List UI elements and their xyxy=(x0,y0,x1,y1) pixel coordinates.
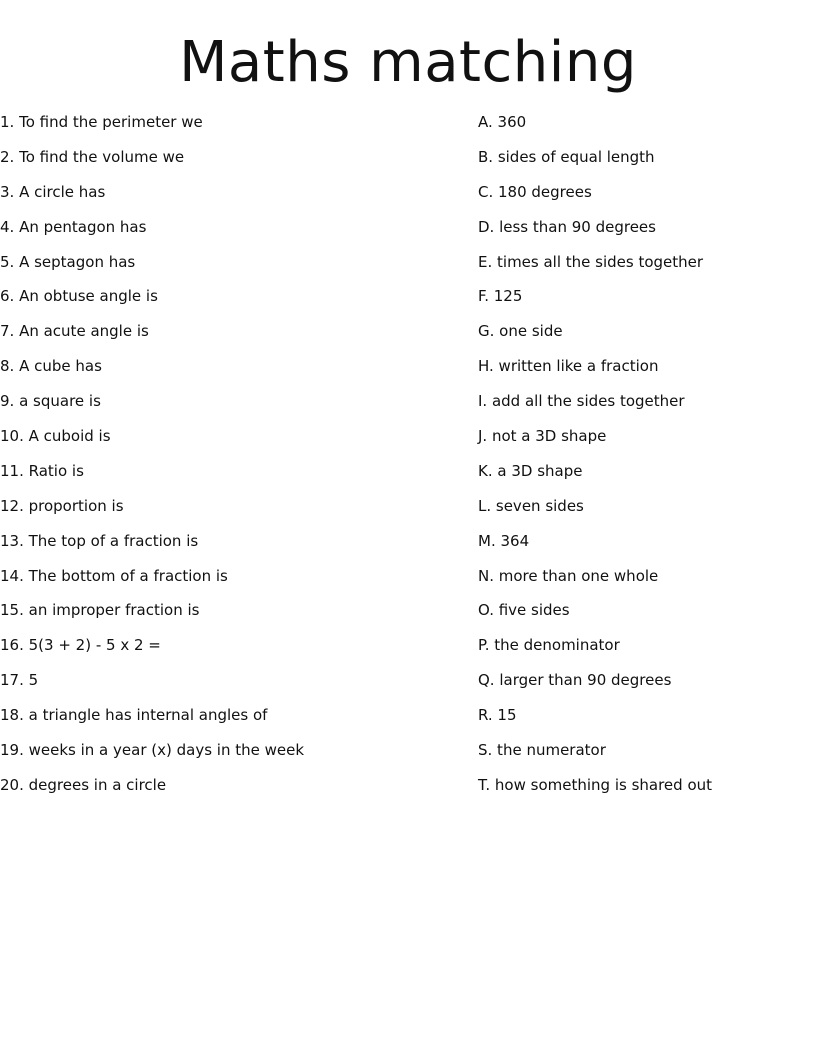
question-item: 13. The top of a fraction is xyxy=(0,531,199,550)
question-item: 15. an improper fraction is xyxy=(0,601,200,620)
question-item: 18. a triangle has internal angles of xyxy=(0,706,268,725)
answer-item: A. 360 xyxy=(478,113,527,131)
answer-item: P. the denominator xyxy=(478,636,620,655)
question-list xyxy=(0,110,470,808)
answer-list xyxy=(478,110,808,808)
answer-item: B. sides of equal length xyxy=(478,147,655,166)
answer-item: D. less than 90 degrees xyxy=(478,217,656,236)
question-item: 3. A circle has xyxy=(0,182,106,201)
question-item: 2. To find the volume we xyxy=(0,147,185,166)
question-item: 1. To find the perimeter we xyxy=(0,113,203,131)
answer-item: M. 364 xyxy=(478,531,530,550)
question-item: 12. proportion is xyxy=(0,496,124,515)
answer-item: O. five sides xyxy=(478,601,570,620)
question-item: 8. A cube has xyxy=(0,357,102,376)
answer-item: E. times all the sides together xyxy=(478,252,704,271)
question-item: 16. 5(3 + 2) - 5 x 2 = xyxy=(0,636,161,655)
question-item: 7. An acute angle is xyxy=(0,322,149,341)
question-item: 17. 5 xyxy=(0,671,39,690)
answer-item: L. seven sides xyxy=(478,496,584,515)
answer-item: C. 180 degrees xyxy=(478,182,592,201)
answer-item: S. the numerator xyxy=(478,741,606,760)
answer-item: G. one side xyxy=(478,322,563,341)
question-item: 6. An obtuse angle is xyxy=(0,287,158,306)
question-item: 20. degrees in a circle xyxy=(0,775,167,794)
question-item: 19. weeks in a year (x) days in the week xyxy=(0,741,305,760)
answer-item: J. not a 3D shape xyxy=(478,427,607,446)
question-item: 5. A septagon has xyxy=(0,252,136,271)
answer-item: T. how something is shared out xyxy=(478,775,713,794)
answer-item: F. 125 xyxy=(478,287,523,306)
answer-item: Q. larger than 90 degrees xyxy=(478,671,672,690)
question-item: 10. A cuboid is xyxy=(0,427,111,446)
question-item: 4. An pentagon has xyxy=(0,217,147,236)
question-item: 9. a square is xyxy=(0,392,101,411)
answer-item: K. a 3D shape xyxy=(478,461,583,480)
answer-item: R. 15 xyxy=(478,706,517,725)
question-item: 11. Ratio is xyxy=(0,461,84,480)
answer-item: I. add all the sides together xyxy=(478,392,685,411)
answer-item: H. written like a fraction xyxy=(478,357,659,376)
answer-item: N. more than one whole xyxy=(478,566,659,585)
question-item: 14. The bottom of a fraction is xyxy=(0,566,228,585)
page-title: Maths matching xyxy=(179,30,637,95)
